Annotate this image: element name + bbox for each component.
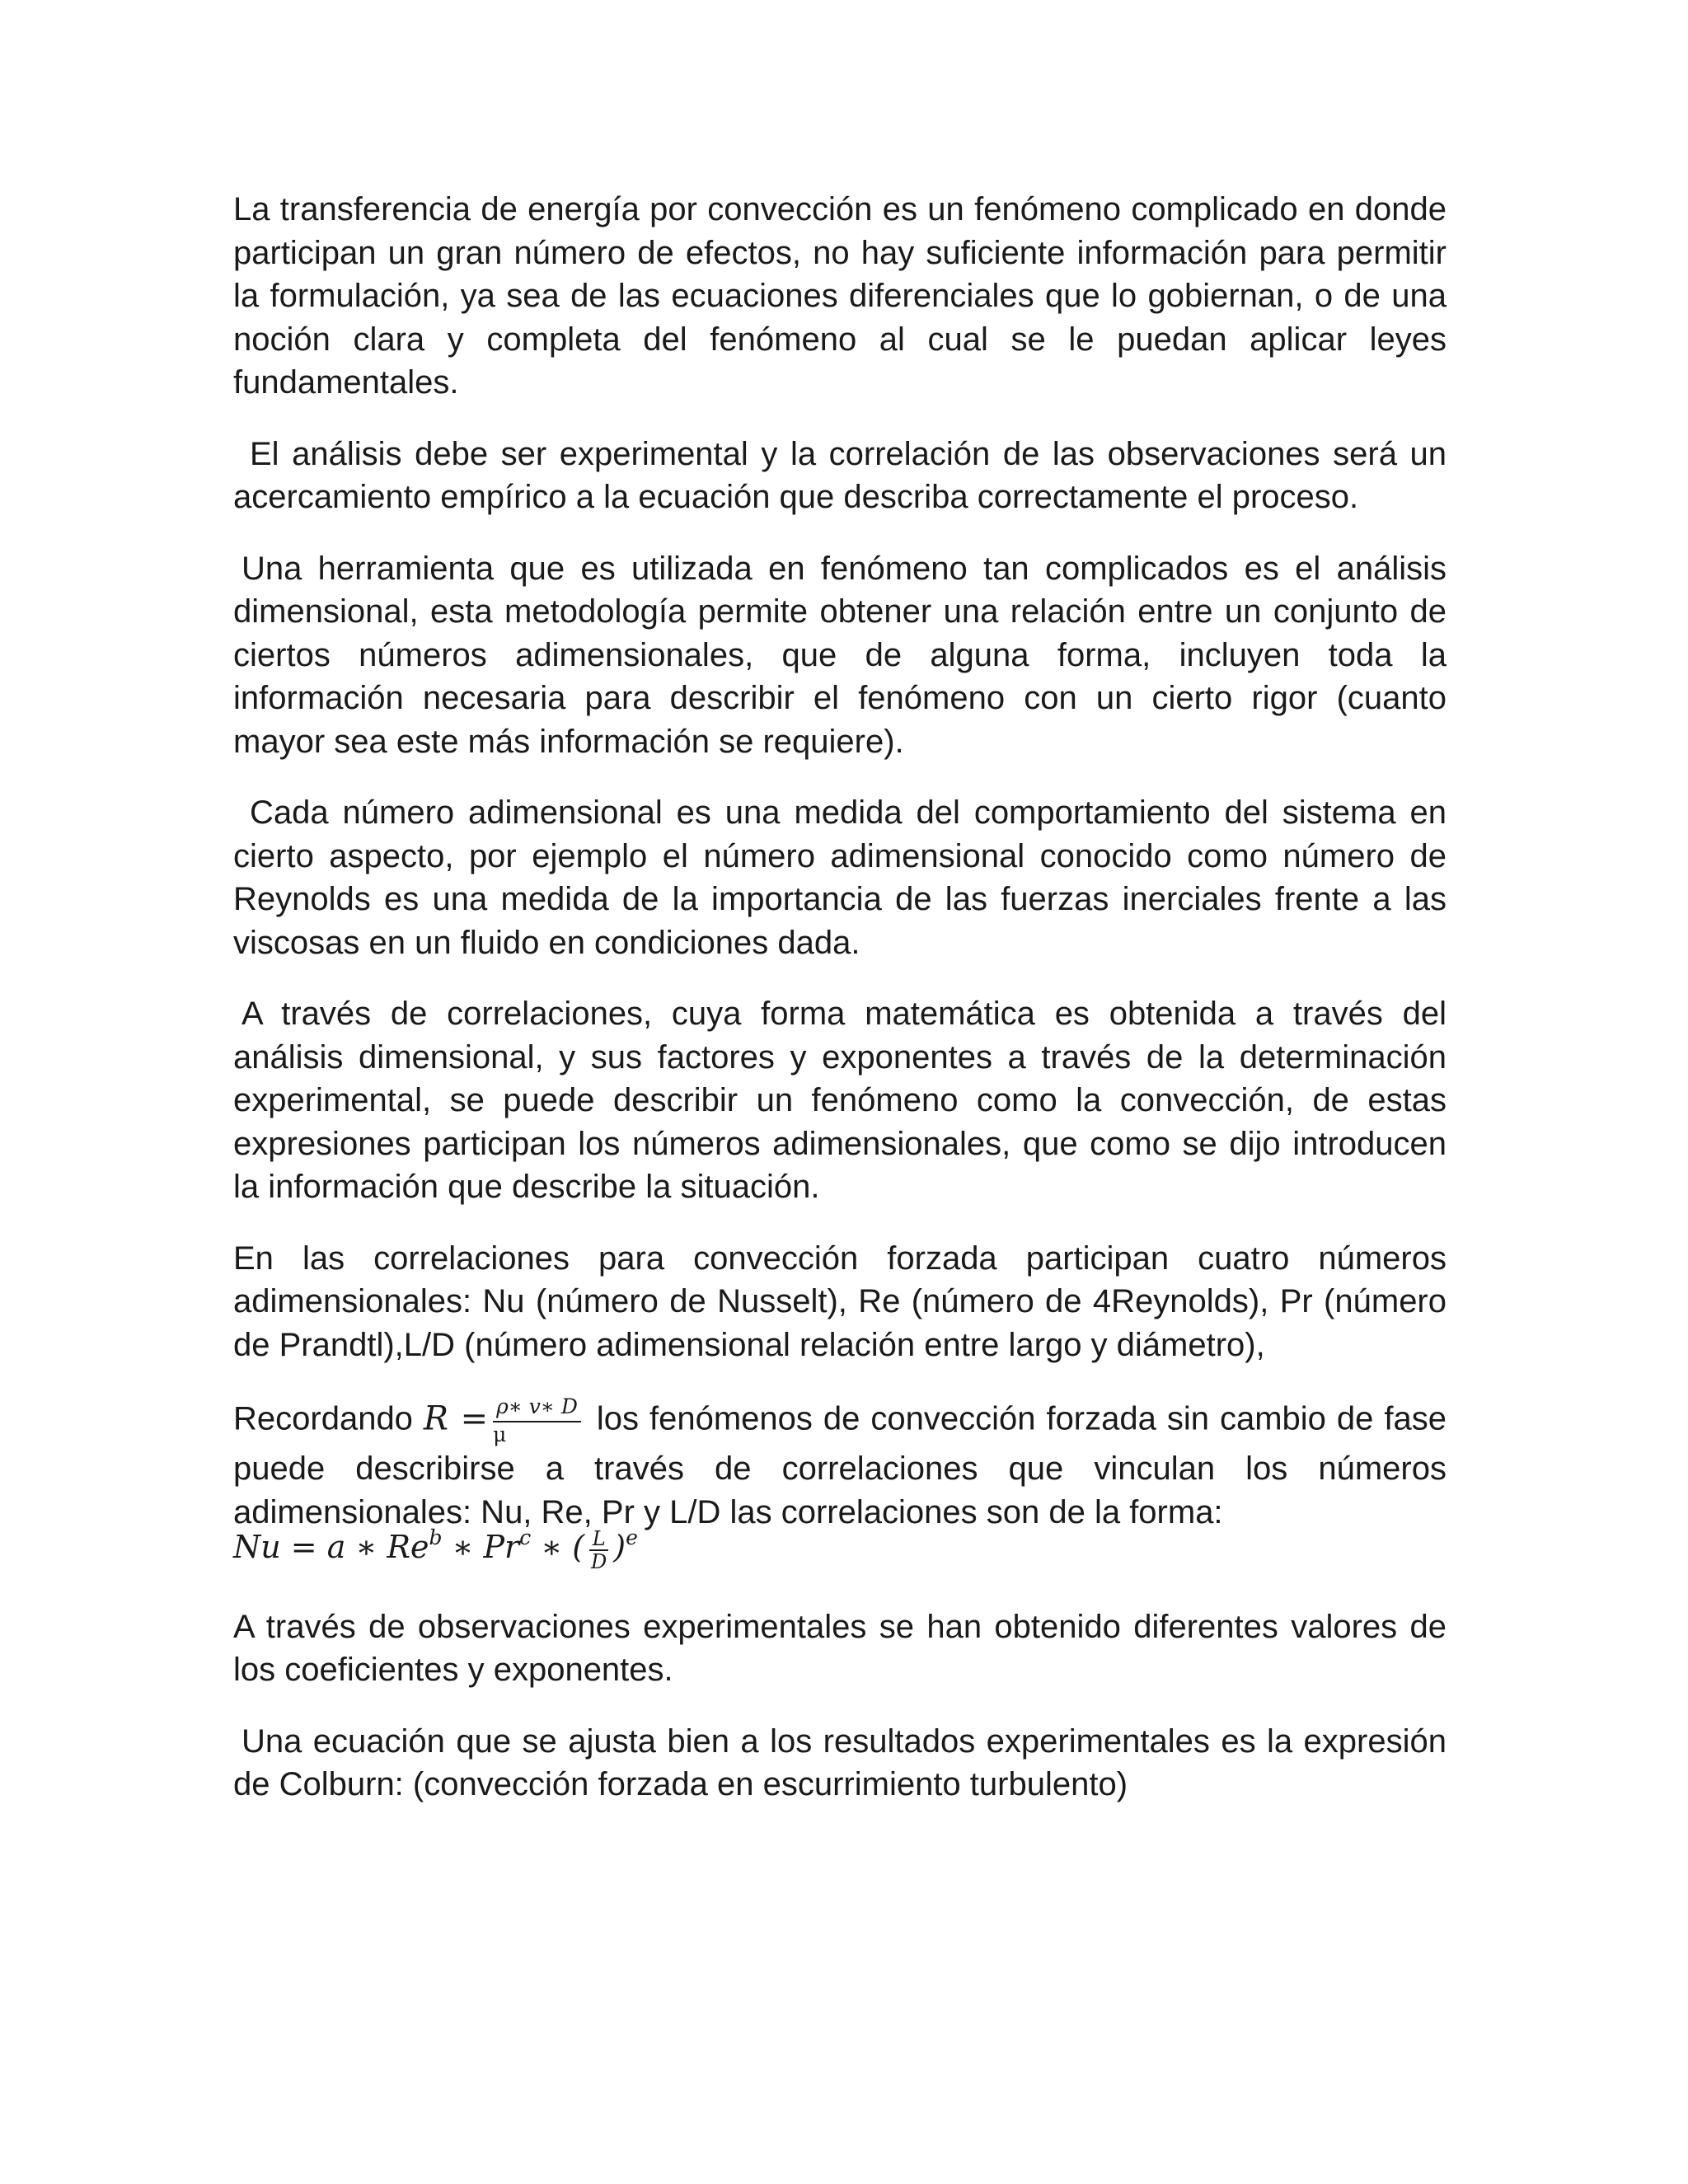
ld-numerator: L [589,1528,608,1551]
reynolds-numerator: ρ∗ v∗ D [493,1394,581,1422]
paragraph-recordando [233,1394,1447,1534]
ld-denominator: D [591,1549,607,1573]
reynolds-fraction [493,1394,581,1447]
reynolds-formula-lhs: R = [423,1399,489,1438]
paragraph-experimental-analysis: El análisis debe ser experimental y la correlación de las observaciones será un acercamiento empírico a la ecuación que describa correctamente el proceso. [233,435,1447,515]
recordando-prefix: Recordando [233,1400,413,1437]
correlation-open-paren: ∗ ( [531,1529,585,1565]
paragraph-correlations: A través de correlaciones, cuya forma matemática es obtenida a través del análisis dimensional, y sus factores y exponentes a través de la determinación experimental, se puede describir un fenómeno como la convección, de estas expresiones participan los números adimensionales, que como se dijo introducen la información que describe la situación. [233,996,1447,1205]
paragraph-experimental-values: A través de observaciones experimentales se han obtenido diferentes valores de los coeficientes y exponentes. [233,1608,1447,1688]
reynolds-denominator: μ [493,1422,507,1446]
paragraph-convection-intro: La transferencia de energía por convección es un fenómeno complicado en donde participan un gran número de efectos, no hay suficiente información para permitir la formulación, ya sea de las ecuaciones diferenciales que lo gobiernan, o de una noción clara y completa del fenómeno al cual se le puedan aplicar leyes fundamentales. [233,191,1447,401]
recordando-suffix: los fenómenos de convección forzada sin cambio de fase puede describirse a través de correlaciones que vinculan los números adimensionales: Nu, Re, Pr y L/D las correlaciones son de la forma: [233,1400,1447,1530]
paragraph-forced-convection: En las correlaciones para convección forzada participan cuatro números adimensionales: Nu (número de Nusselt), Re (número de 4Reynolds), Pr (número de Prandtl),L/D (número adimensional relación entre largo y diámetro), [233,1240,1447,1363]
exponent-c: c [519,1526,532,1549]
exponent-e: e [626,1526,638,1549]
correlation-close-paren: ) [613,1529,626,1565]
correlation-lhs: Nu = a ∗ Re [233,1529,429,1565]
ld-fraction [589,1528,608,1572]
paragraph-colburn: Una ecuación que se ajusta bien a los resultados experimentales es la expresión de Colburn: (convección forzada en escurrimiento turbulento) [233,1722,1447,1802]
paragraph-dimensional-analysis: Una herramienta que es utilizada en fenómeno tan complicados es el análisis dimensional, esta metodología permite obtener una relación entre un conjunto de ciertos números adimensionales, que de alguna forma, incluyen toda la información necesaria para describir el fenómeno con un cierto rigor (cuanto mayor sea este más información se requiere). [233,550,1447,760]
correlation-mid-pr: ∗ Pr [442,1529,520,1565]
exponent-b: b [429,1526,443,1549]
paragraph-dimensionless-numbers: Cada número adimensional es una medida del comportamiento del sistema en cierto aspecto, por ejemplo el número adimensional conocido como número de Reynolds es una medida de la importancia de las fuerzas inerciales frente a las viscosas en un fluido en condiciones dada. [233,794,1447,961]
document-body [233,188,1447,1835]
